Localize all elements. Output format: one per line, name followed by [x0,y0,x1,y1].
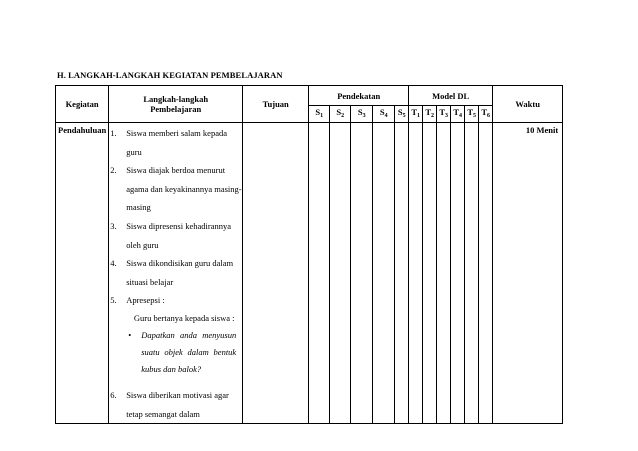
header-t3: $T_3$ [437,106,451,123]
step-2: 2. Siswa diajak berdoa menurut agama dan keyakinannya masing-masing [110,165,242,213]
step-3: 3. Siswa dipresensi kehadirannya oleh guru [110,220,232,250]
cell-t6 [479,123,493,424]
row-tujuan [243,123,309,424]
header-t6: $T_6$ [479,106,493,123]
header-t4: $T_4$ [451,106,465,123]
cell-s1 [309,123,330,424]
step-1: 1. Siswa memberi salam kepada guru [110,128,227,157]
header-t2: $T_2$ [423,106,437,123]
header-tujuan: Tujuan [243,86,309,123]
header-s2: $S_2$ [330,106,351,123]
header-s1: $S_1$ [309,106,330,123]
step-5: 5. Apresepsi : [110,295,165,306]
header-s5: $S_5$ [395,106,409,123]
cell-t5 [465,123,479,424]
cell-t2 [423,123,437,424]
cell-s3 [351,123,373,424]
cell-t3 [437,123,451,424]
header-waktu: Waktu [493,86,563,123]
header-s4: $S_4$ [373,106,395,123]
header-t1: $T_1$ [409,106,423,123]
row-steps [109,123,243,424]
step-6: 6. Siswa diberikan motivasi agar tetap semangat dalam [110,389,229,419]
header-pendekatan: Pendekatan [309,86,409,106]
cell-t1 [409,123,423,424]
row-waktu: 10 Menit [493,123,563,424]
header-s3: $S_3$ [351,106,373,123]
header-kegiatan: Kegiatan [56,86,109,123]
cell-s2 [330,123,351,424]
header-t5: $T_5$ [465,106,479,123]
header-langkah: Langkah-langkah Pembelajaran [109,86,243,123]
cell-t4 [451,123,465,424]
apersepsi-intro: Guru bertanya kepada siswa : [133,312,235,323]
section-title: H. LANGKAH-LANGKAH KEGIATAN PEMBELAJARAN [57,70,283,80]
header-model: Model DL [409,86,493,106]
cell-s5 [395,123,409,424]
step-4: 4. Siswa dikondisikan guru dalam situasi belajar [110,258,234,287]
lesson-steps-table [55,85,563,424]
cell-s4 [373,123,395,424]
row-kegiatan: Pendahuluan [56,123,109,424]
apersepsi-question: • Dapatkan anda menyusun suatu objek dalam bentuk kubus dan balok? [128,329,237,374]
